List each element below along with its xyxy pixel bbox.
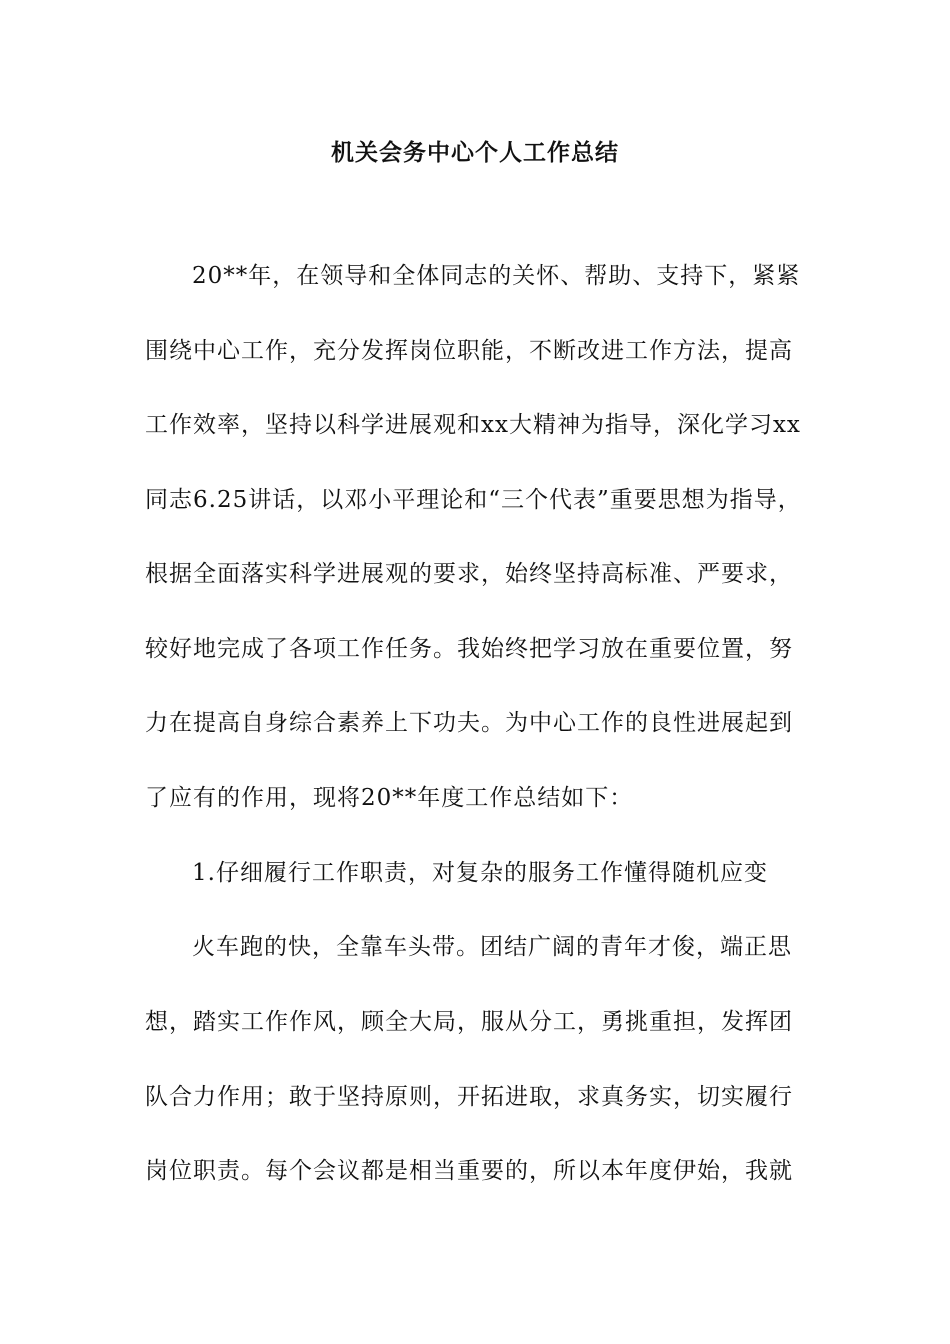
- body-line-4: 同志6.25讲话，以邓小平理论和“三个代表”重要思想为指导，: [145, 487, 802, 513]
- body-line-2: 围绕中心工作，充分发挥岗位职能，不断改进工作方法，提高: [145, 338, 793, 364]
- body-line-12: 队合力作用；敢于坚持原则，开拓进取，求真务实，切实履行: [145, 1084, 793, 1110]
- body-line-3: 工作效率，坚持以科学进展观和xx大精神为指导，深化学习xx: [145, 412, 801, 438]
- body-line-11: 想，踏实工作作风，顾全大局，服从分工，勇挑重担，发挥团: [145, 1009, 793, 1035]
- body-line-7: 力在提高自身综合素养上下功夫。为中心工作的良性进展起到: [145, 710, 793, 736]
- body-line-1: 20**年，在领导和全体同志的关怀、帮助、支持下，紧紧: [192, 263, 801, 289]
- body-line-13: 岗位职责。每个会议都是相当重要的，所以本年度伊始，我就: [145, 1158, 793, 1184]
- body-line-10: 火车跑的快，全靠车头带。团结广阔的青年才俊，端正思: [192, 934, 792, 960]
- body-line-5: 根据全面落实科学进展观的要求，始终坚持高标准、严要求，: [145, 561, 793, 587]
- document-title: 机关会务中心个人工作总结: [331, 140, 619, 166]
- body-line-6: 较好地完成了各项工作任务。我始终把学习放在重要位置，努: [145, 636, 793, 662]
- body-line-8: 了应有的作用，现将20**年度工作总结如下：: [145, 785, 634, 811]
- section-heading-1: 1.仔细履行工作职责，对复杂的服务工作懂得随机应变: [192, 860, 768, 886]
